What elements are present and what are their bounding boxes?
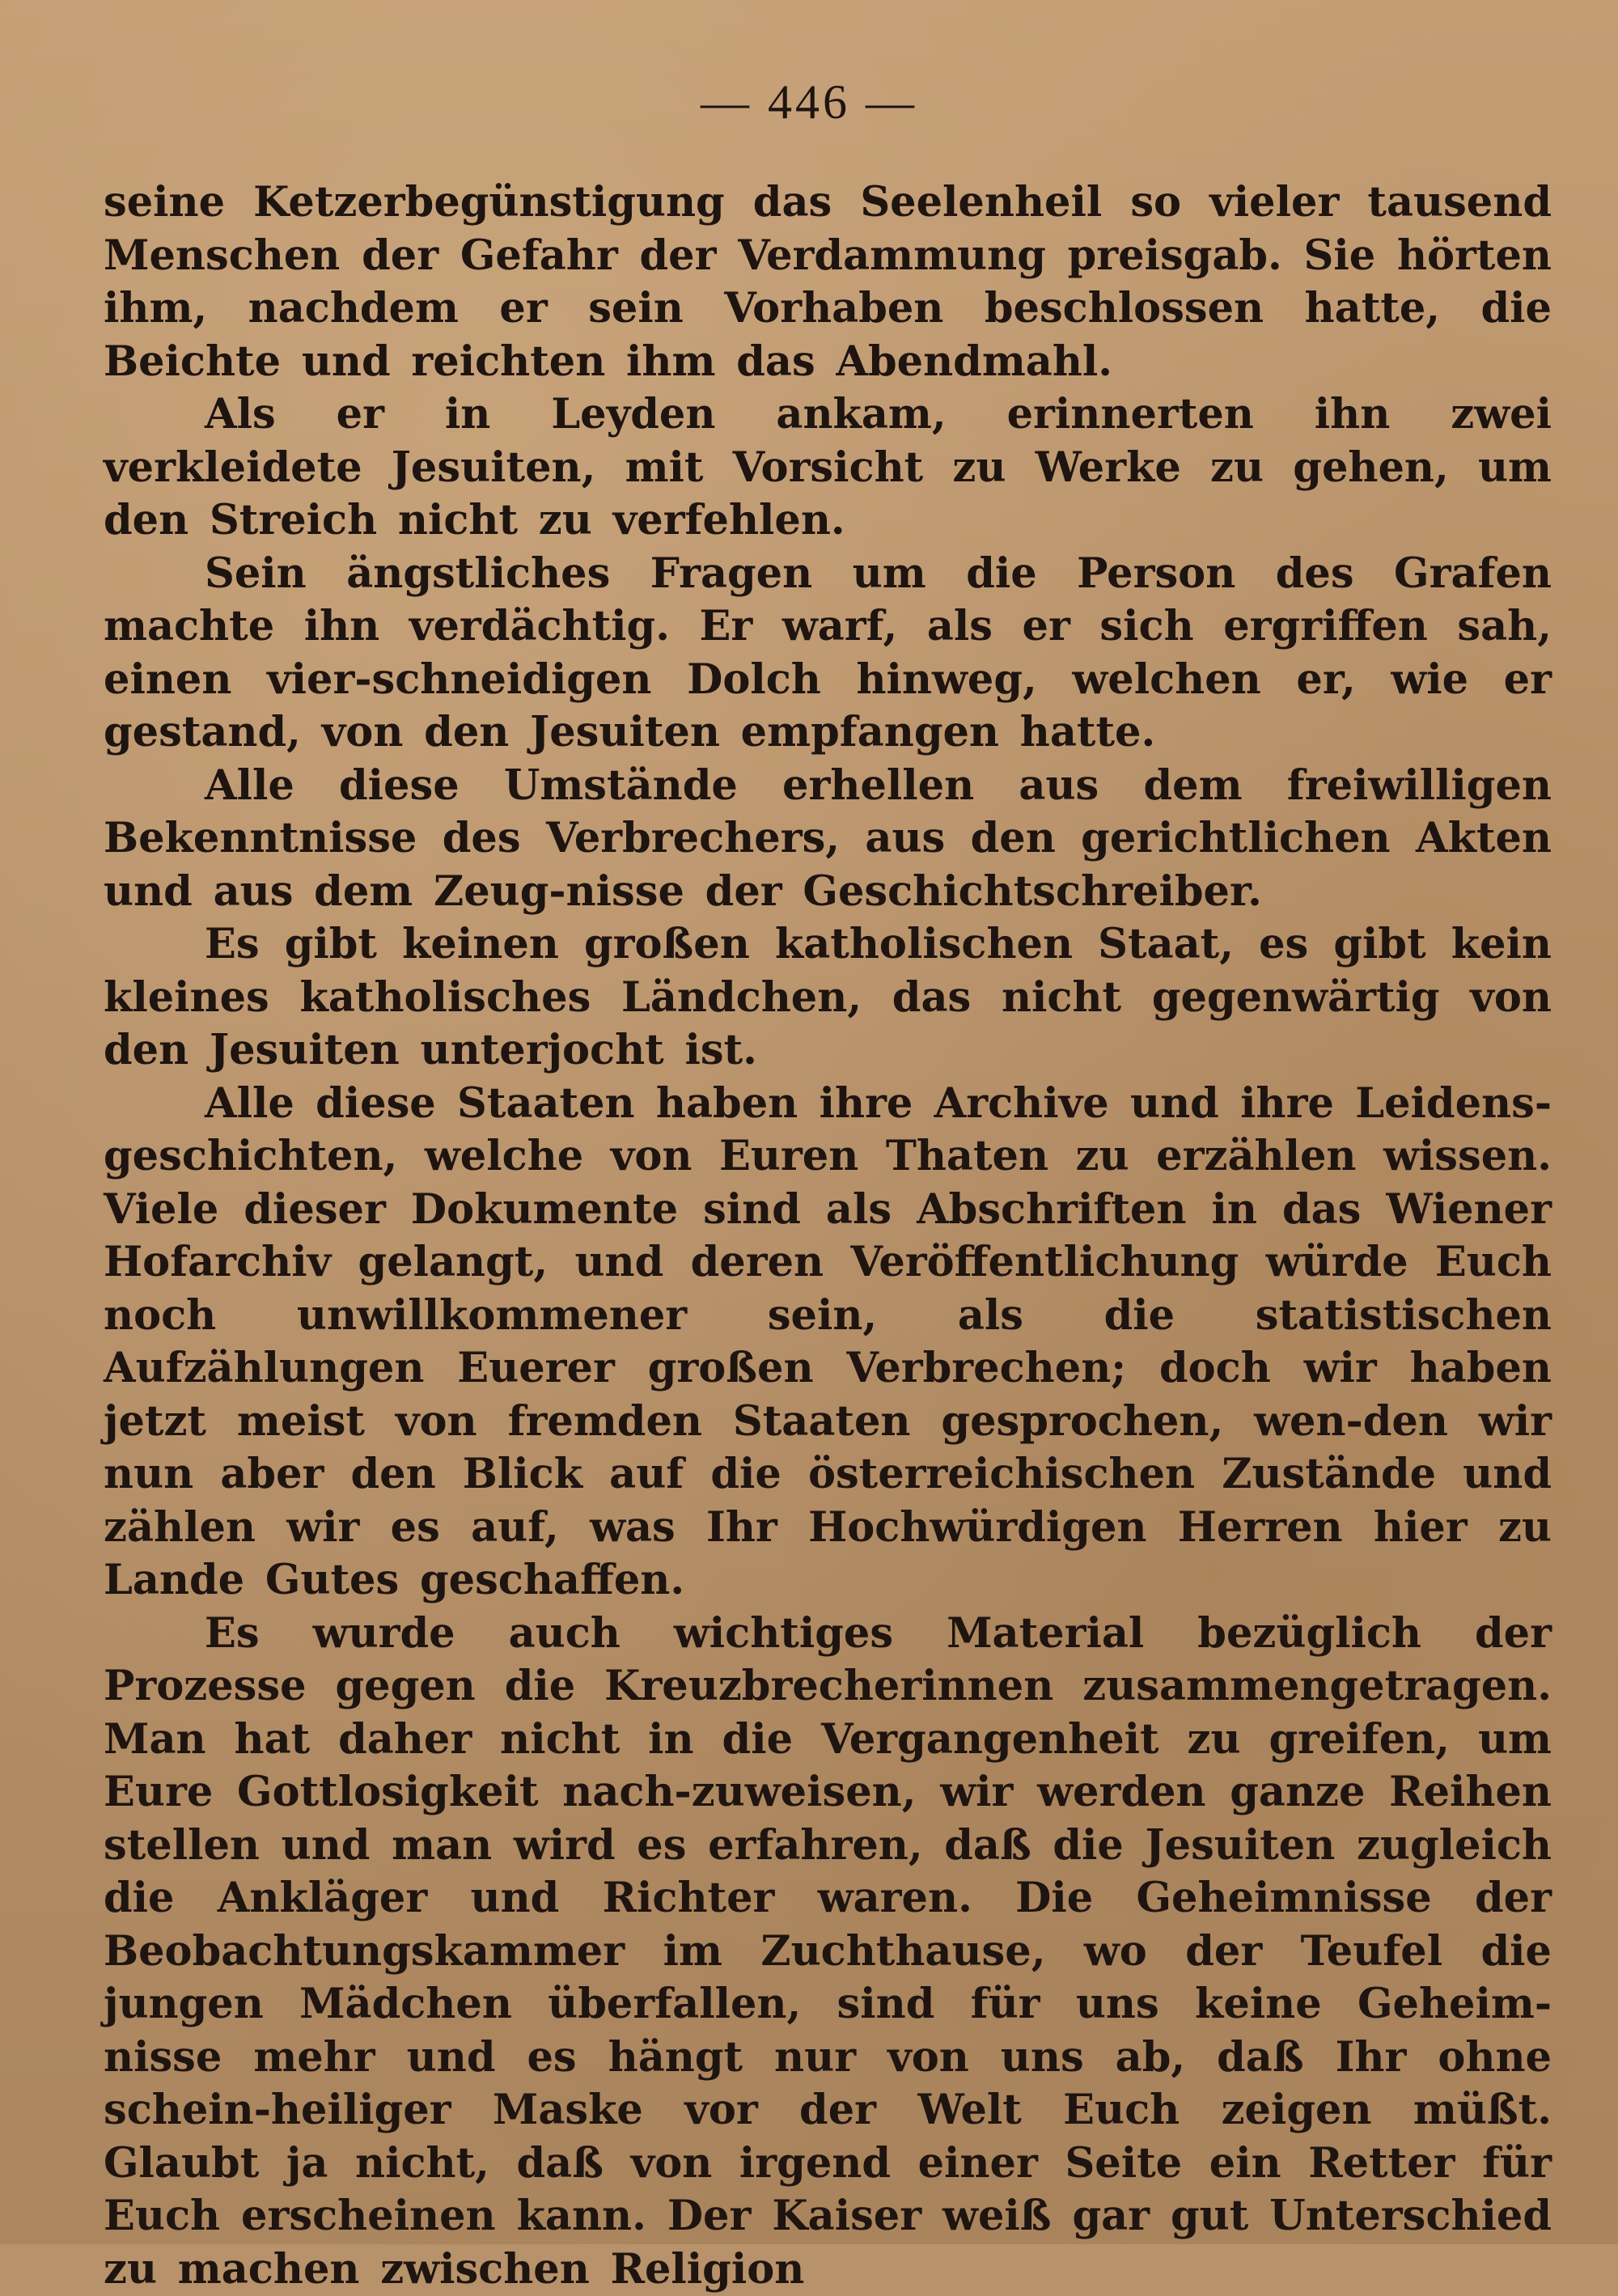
paragraph-7: Es wurde auch wichtiges Material bezüglich der Prozesse gegen die Kreuzbrecherinnen zusammengetragen. Man hat daher nicht in die Vergangenheit zu greifen, um Eure Gottlosigkeit nach-zuweisen, wir werden ganze Reihen stellen und man wird es erfahren, daß die Jesuiten zugleich die Ankläger und Richter waren. Die Geheimnisse der Beobachtungskammer im Zuchthause, wo der Teufel die jungen Mädchen überfallen, sind für uns keine Geheim-nisse mehr und es hängt nur von uns ab, daß Ihr ohne schein-heiliger Maske vor der Welt Euch zeigen müßt. Glaubt ja nicht, daß von irgend einer Seite ein Retter für Euch erscheinen kann. Der Kaiser weiß gar gut Unterschied zu machen zwischen Religion <box>104 1608 1552 2296</box>
body-text <box>104 176 1552 2296</box>
paragraph-3: Sein ängstliches Fragen um die Person des Grafen machte ihn verdächtig. Er warf, als er sich ergriffen sah, einen vier-schneidigen Dolch hinweg, welchen er, wie er gestand, von den Jesuiten empfangen hatte. <box>104 548 1552 760</box>
paragraph-4: Alle diese Umstände erhellen aus dem freiwilligen Bekenntnisse des Verbrechers, aus den gerichtlichen Akten und aus dem Zeug-nisse der Geschichtschreiber. <box>104 760 1552 919</box>
paragraph-2: Als er in Leyden ankam, erinnerten ihn zwei verkleidete Jesuiten, mit Vorsicht zu Werke zu gehen, um den Streich nicht zu verfehlen. <box>104 388 1552 548</box>
paragraph-6: Alle diese Staaten haben ihre Archive und ihre Leidens-geschichten, welche von Euren Thaten zu erzählen wissen. Viele dieser Dokumente sind als Abschriften in das Wiener Hofarchiv gelangt, und deren Veröffentlichung würde Euch noch unwillkommener sein, als die statistischen Aufzählungen Euerer großen Verbrechen; doch wir haben jetzt meist von fremden Staaten gesprochen, wen-den wir nun aber den Blick auf die österreichischen Zustände und zählen wir es auf, was Ihr Hochwürdigen Herren hier zu Lande Gutes geschaffen. <box>104 1078 1552 1608</box>
paragraph-5: Es gibt keinen großen katholischen Staat, es gibt kein kleines katholisches Ländchen, das nicht gegenwärtig von den Jesuiten unterjocht ist. <box>104 918 1552 1078</box>
page-number: — 446 — <box>0 74 1618 130</box>
paragraph-1: seine Ketzerbegünstigung das Seelenheil so vieler tausend Menschen der Gefahr der Verdammung preisgab. Sie hörten ihm, nachdem er sein Vorhaben beschlossen hatte, die Beichte und reichten ihm das Abendmahl. <box>104 176 1552 388</box>
